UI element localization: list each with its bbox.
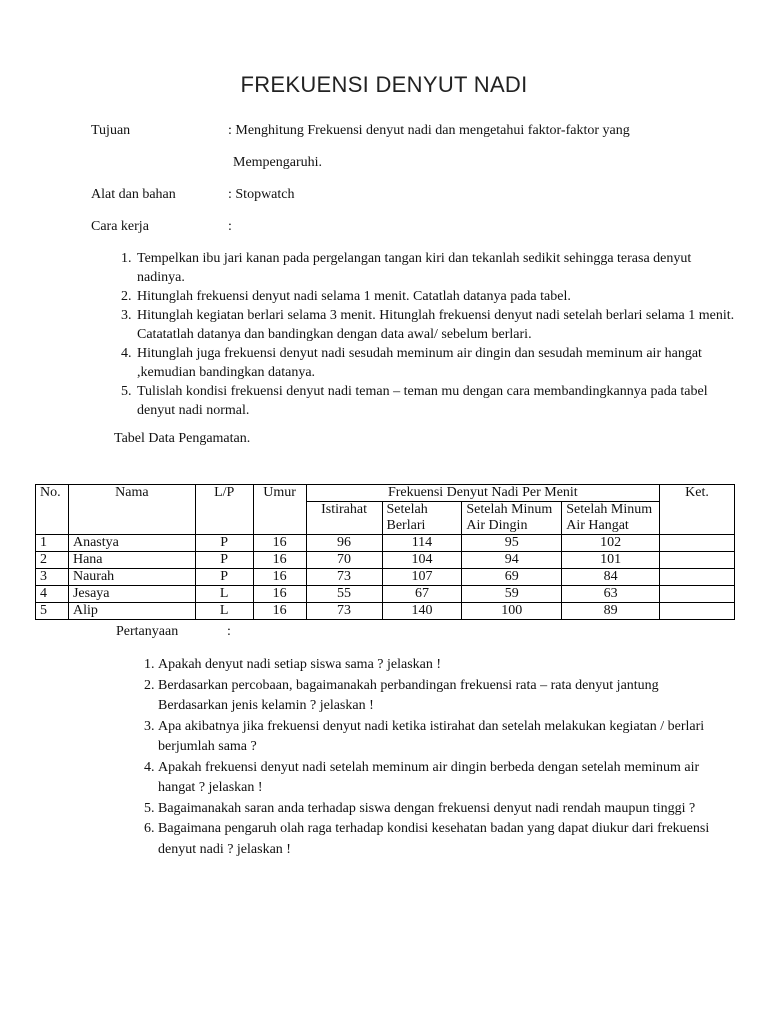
cell-berlari: 67 (382, 586, 462, 603)
cell-istirahat: 55 (306, 586, 382, 603)
question-item: 5. Bagaimanakah saran anda terhadap siswa dengan frekuensi denyut nadi rendah maupun tinggi ? (158, 799, 718, 820)
cell-air-hangat: 84 (562, 569, 660, 586)
table-row (36, 569, 735, 586)
cell-air-dingin: 94 (462, 552, 562, 569)
cell-lp: P (195, 552, 253, 569)
header-frekuensi: Frekuensi Denyut Nadi Per Menit (306, 485, 659, 502)
procedure-steps (91, 249, 735, 420)
table-row (36, 586, 735, 603)
cell-berlari: 107 (382, 569, 462, 586)
header-ket: Ket. (660, 485, 735, 535)
header-umur: Umur (253, 485, 306, 535)
cell-nama: Alip (68, 603, 195, 620)
cell-no: 5 (36, 603, 69, 620)
header-setelah-berlari: Setelah Berlari (382, 502, 462, 535)
cara-kerja-label: Cara kerja (91, 219, 149, 234)
header-istirahat: Istirahat (306, 502, 382, 535)
question-item: 1. Apakah denyut nadi setiap siswa sama ? jelaskan ! (158, 655, 718, 676)
cell-air-hangat: 63 (562, 586, 660, 603)
cell-air-hangat: 89 (562, 603, 660, 620)
cell-berlari: 104 (382, 552, 462, 569)
header-air-dingin: Setelah Minum Air Dingin (462, 502, 562, 535)
question-item: 6. Bagaimana pengaruh olah raga terhadap kondisi kesehatan badan yang dapat diukur dari frekuensi denyut nadi ? jelaskan ! (158, 819, 718, 860)
procedure-step: 2. Hitunglah frekuensi denyut nadi selama 1 menit. Catatlah datanya pada tabel. (135, 287, 735, 306)
cell-air-hangat: 102 (562, 535, 660, 552)
alat-label: Alat dan bahan (91, 187, 176, 202)
question-item: 3. Apa akibatnya jika frekuensi denyut nadi ketika istirahat dan setelah melakukan kegiatan / berlari berjumlah sama ? (158, 717, 718, 758)
header-no: No. (36, 485, 69, 535)
cell-nama: Jesaya (68, 586, 195, 603)
cell-ket (660, 586, 735, 603)
cell-ket (660, 603, 735, 620)
cell-ket (660, 552, 735, 569)
cell-umur: 16 (253, 586, 306, 603)
header-nama: Nama (68, 485, 195, 535)
question-item: 4. Apakah frekuensi denyut nadi setelah meminum air dingin berbeda dengan setelah meminum air hangat ? jelaskan ! (158, 758, 718, 799)
questions-list (114, 655, 718, 860)
question-item: 2. Berdasarkan percobaan, bagaimanakah perbandingan frekuensi rata – rata denyut jantung Berdasarkan jenis kelamin ? jelaskan ! (158, 676, 718, 717)
cell-no: 2 (36, 552, 69, 569)
table-row (36, 552, 735, 569)
observation-table (35, 484, 735, 620)
cell-air-dingin: 59 (462, 586, 562, 603)
procedure-step: 4. Hitunglah juga frekuensi denyut nadi sesudah meminum air dingin dan sesudah meminum air hangat ,kemudian bandingkan datanya. (135, 344, 735, 382)
cell-lp: P (195, 569, 253, 586)
questions-colon: : (227, 624, 231, 639)
cell-no: 1 (36, 535, 69, 552)
alat-value: : Stopwatch (228, 187, 295, 202)
cell-air-hangat: 101 (562, 552, 660, 569)
cell-lp: L (195, 603, 253, 620)
cell-nama: Anastya (68, 535, 195, 552)
procedure-step: 1. Tempelkan ibu jari kanan pada pergelangan tangan kiri dan tekanlah sedikit sehingga terasa denyut nadinya. (135, 249, 735, 287)
tujuan-value: : Menghitung Frekuensi denyut nadi dan mengetahui faktor-faktor yang (228, 123, 630, 138)
table-caption: Tabel Data Pengamatan. (114, 431, 251, 446)
header-air-hangat: Setelah Minum Air Hangat (562, 502, 660, 535)
tujuan-label: Tujuan (91, 123, 131, 138)
question-extra-line: Berdasarkan jenis kelamin ? jelaskan ! (158, 698, 374, 713)
cell-no: 3 (36, 569, 69, 586)
cell-istirahat: 73 (306, 603, 382, 620)
cell-istirahat: 73 (306, 569, 382, 586)
questions-label: Pertanyaan (116, 624, 179, 639)
cell-air-dingin: 100 (462, 603, 562, 620)
cell-umur: 16 (253, 569, 306, 586)
cell-umur: 16 (253, 535, 306, 552)
cell-ket (660, 535, 735, 552)
procedure-step: 5. Tulislah kondisi frekuensi denyut nadi teman – teman mu dengan cara membandingkannya pada tabel denyut nadi normal. (135, 382, 735, 420)
procedure-step: 3. Hitunglah kegiatan berlari selama 3 menit. Hitunglah frekuensi denyut nadi setelah berlari selama 1 menit. Catatatlah datanya dan bandingkan dengan data awal/ sebelum berlari. (135, 306, 735, 344)
cell-lp: P (195, 535, 253, 552)
cell-nama: Hana (68, 552, 195, 569)
questions-heading (116, 624, 231, 640)
cell-istirahat: 96 (306, 535, 382, 552)
table-row (36, 535, 735, 552)
cell-istirahat: 70 (306, 552, 382, 569)
cell-lp: L (195, 586, 253, 603)
cell-umur: 16 (253, 603, 306, 620)
cell-no: 4 (36, 586, 69, 603)
cell-berlari: 140 (382, 603, 462, 620)
cell-air-dingin: 95 (462, 535, 562, 552)
page-title: FREKUENSI DENYUT NADI (240, 72, 528, 97)
cara-kerja-value: : (228, 219, 232, 234)
cell-berlari: 114 (382, 535, 462, 552)
cell-umur: 16 (253, 552, 306, 569)
cell-air-dingin: 69 (462, 569, 562, 586)
tujuan-continuation: Mempengaruhi. (233, 155, 323, 170)
table-header-row (36, 485, 735, 502)
header-lp: L/P (195, 485, 253, 535)
table-row (36, 603, 735, 620)
cell-nama: Naurah (68, 569, 195, 586)
cell-ket (660, 569, 735, 586)
